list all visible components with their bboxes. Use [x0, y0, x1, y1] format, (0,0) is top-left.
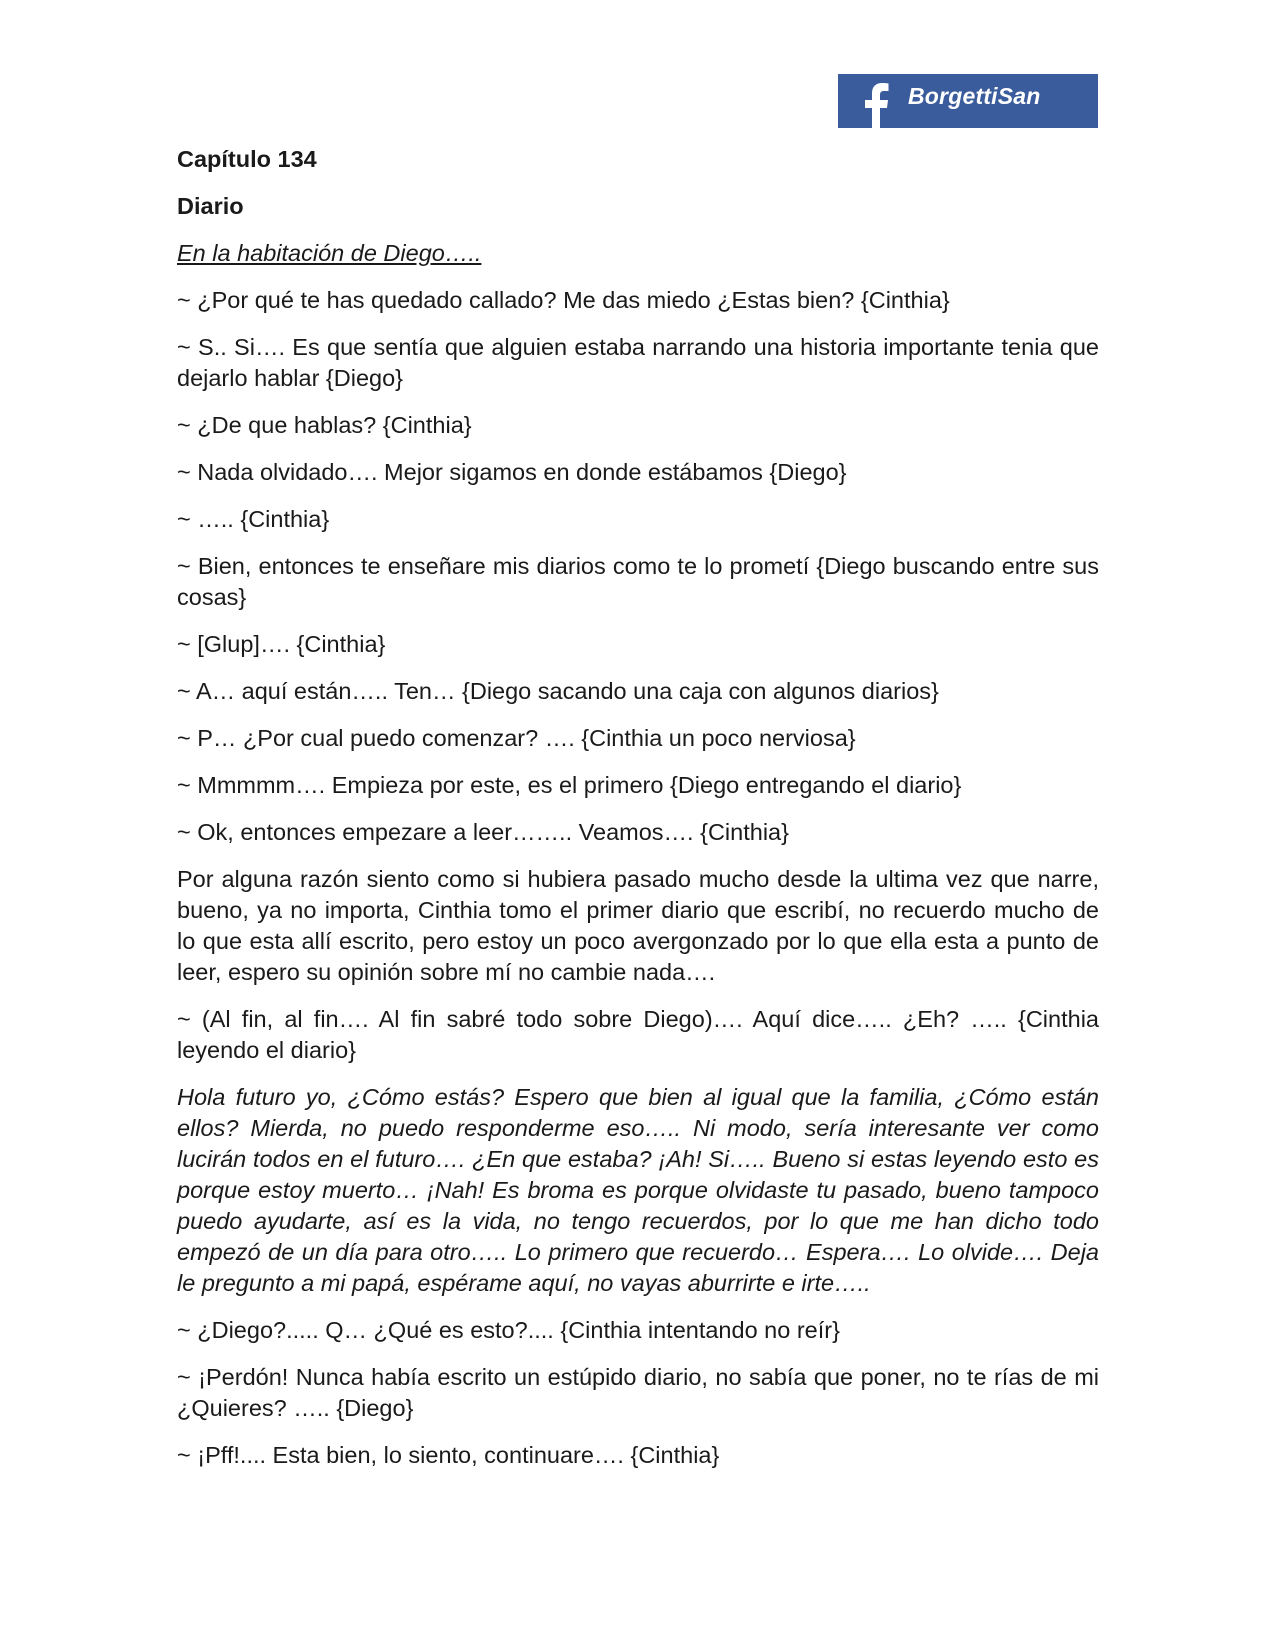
- paragraph: ~ P… ¿Por cual puedo comenzar? …. {Cinthia un poco nerviosa}: [177, 725, 856, 751]
- paragraph: ~ Bien, entonces te enseñare mis diarios como te lo prometí {Diego buscando entre sus cosas}: [177, 553, 1099, 610]
- paragraph: ~ S.. Si…. Es que sentía que alguien estaba narrando una historia importante tenia que dejarlo hablar {Diego}: [177, 334, 1099, 391]
- paragraph: ~ ¿De que hablas? {Cinthia}: [177, 412, 472, 438]
- chapter-title: Capítulo 134: [177, 146, 317, 172]
- paragraph: ~ ¡Perdón! Nunca había escrito un estúpido diario, no sabía que poner, no te rías de mi ¿Quieres? ….. {Diego}: [177, 1364, 1099, 1421]
- diary-excerpt: Hola futuro yo, ¿Cómo estás? Espero que bien al igual que la familia, ¿Cómo están ellos? Mierda, no puedo responderme eso….. Ni modo, sería interesante ver como lucirán todos en el futuro…. ¿En que estaba? ¡Ah! Si….. Bueno si estas leyendo esto es porque estoy muerto… ¡Nah! Es broma es porque olvidaste tu pasado, bueno tampoco puedo ayudarte, así es la vida, no tengo recuerdos, por lo que me han dicho todo empezó de un día para otro….. Lo primero que recuerdo… Espera…. Lo olvide…. Deja le pregunto a mi papá, espérame aquí, no vayas aburrirte e irte…..: [177, 1084, 1099, 1296]
- page-name: BorgettiSan: [908, 83, 1041, 109]
- paragraph: ~ Nada olvidado…. Mejor sigamos en donde estábamos {Diego}: [177, 459, 847, 485]
- paragraph: ~ (Al fin, al fin…. Al fin sabré todo sobre Diego)…. Aquí dice….. ¿Eh? ….. {Cinthia leyendo el diario}: [177, 1006, 1099, 1063]
- paragraph: ~ ¿Por qué te has quedado callado? Me das miedo ¿Estas bien? {Cinthia}: [177, 287, 950, 313]
- chapter-subtitle: Diario: [177, 193, 244, 219]
- scene-heading: En la habitación de Diego…..: [177, 240, 482, 266]
- paragraph: ~ Ok, entonces empezare a leer…….. Veamos…. {Cinthia}: [177, 819, 789, 845]
- paragraph: ~ Mmmmm…. Empieza por este, es el primero {Diego entregando el diario}: [177, 772, 962, 798]
- narration-paragraph: Por alguna razón siento como si hubiera pasado mucho desde la ultima vez que narre, bueno, ya no importa, Cinthia tomo el primer diario que escribí, no recuerdo mucho de lo que esta allí escrito, pero estoy un poco avergonzado por lo que ella esta a punto de leer, espero su opinión sobre mí no cambie nada….: [177, 866, 1099, 985]
- document-body: [177, 144, 1099, 1487]
- facebook-icon: [858, 80, 892, 128]
- paragraph: ~ ¿Diego?..... Q… ¿Qué es esto?.... {Cinthia intentando no reír}: [177, 1317, 840, 1343]
- paragraph: ~ ¡Pff!.... Esta bien, lo siento, continuare…. {Cinthia}: [177, 1442, 720, 1468]
- paragraph: ~ [Glup]…. {Cinthia}: [177, 631, 386, 657]
- paragraph: ~ ….. {Cinthia}: [177, 506, 330, 532]
- paragraph: ~ A… aquí están….. Ten… {Diego sacando una caja con algunos diarios}: [177, 678, 939, 704]
- facebook-banner[interactable]: [838, 74, 1098, 128]
